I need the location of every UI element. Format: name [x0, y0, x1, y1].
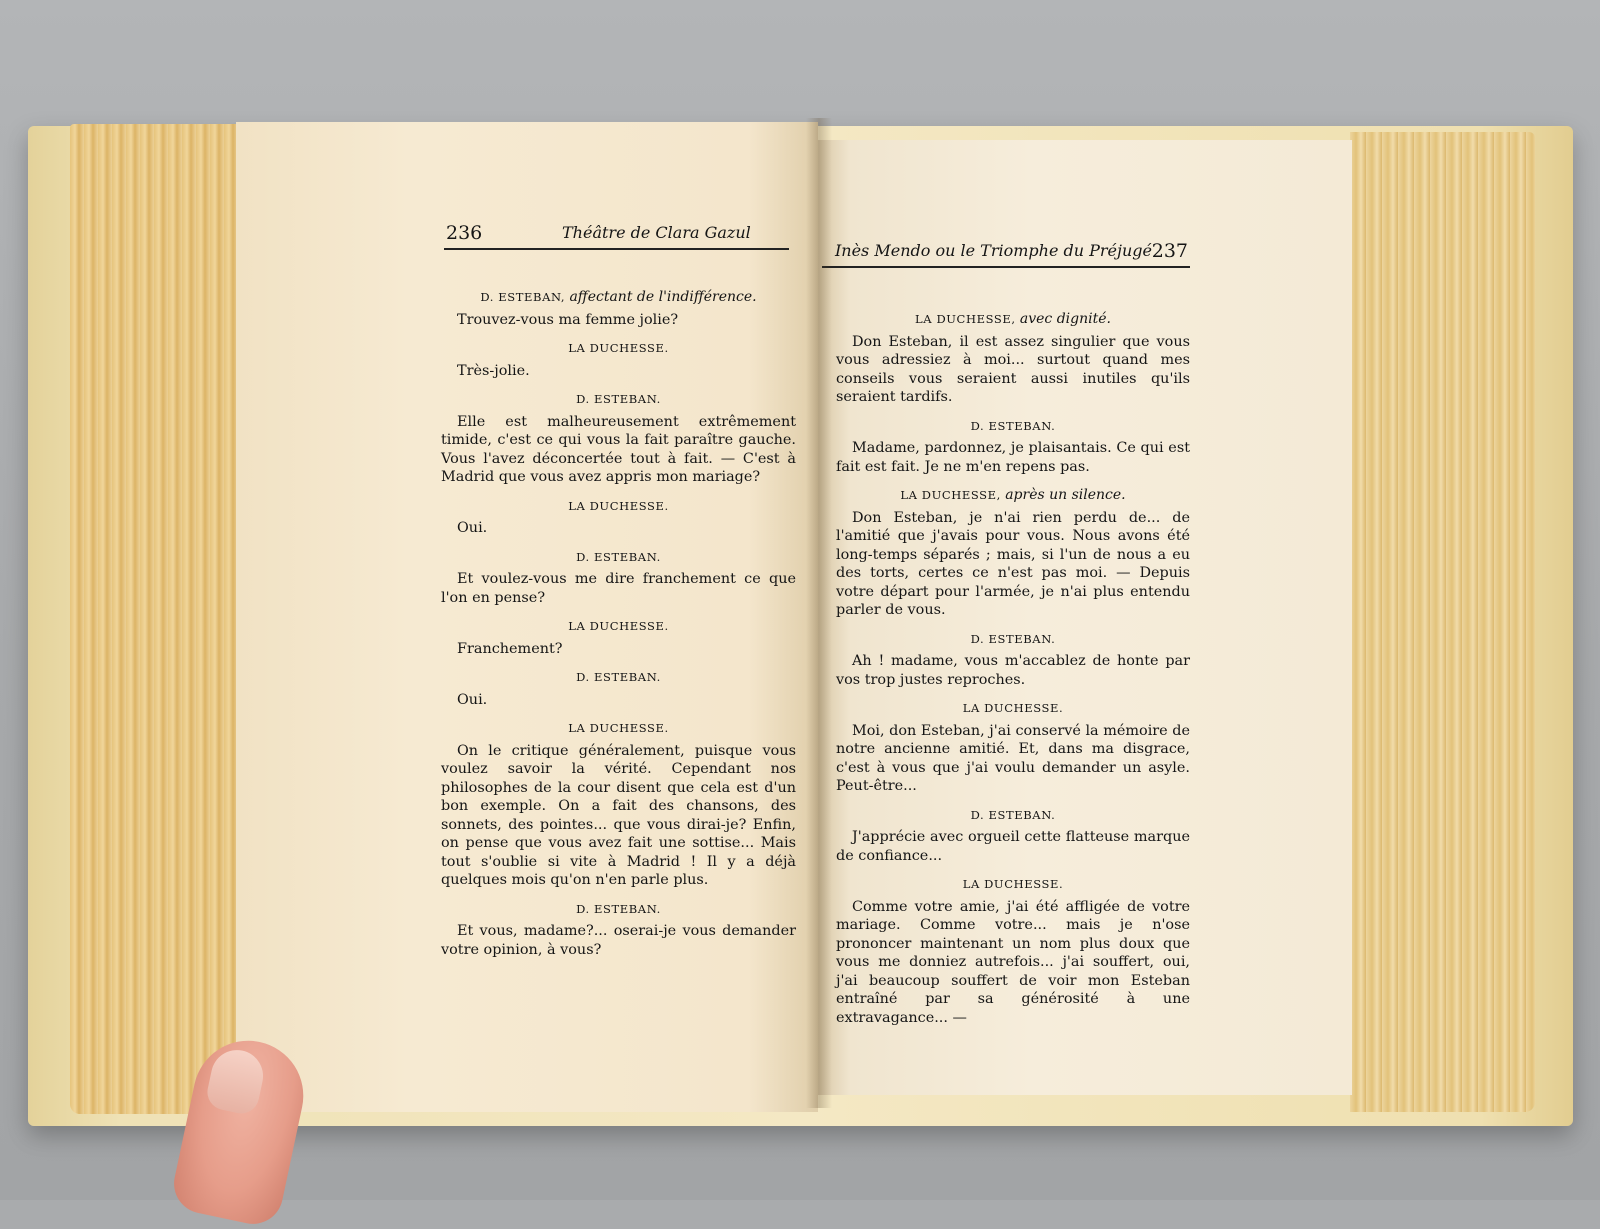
speaker-heading: [441, 617, 796, 636]
speaker-heading: [441, 719, 796, 738]
speaker-heading: [836, 630, 1190, 649]
speech-text: Elle est malheureusement extrêmement timide, c'est ce qui vous la fait paraître gauche. Vous l'avez déconcertée tout à fait. — C'est à Madrid que vous avez appris mon mariage?: [441, 413, 796, 485]
speaker-heading: [836, 806, 1190, 825]
speaker-name: LA DUCHESSE.: [962, 701, 1064, 715]
speech-text: Très-jolie.: [457, 362, 530, 379]
stage-direction: avec dignité.: [1019, 311, 1111, 327]
speaker-name: D. ESTEBAN.: [576, 549, 661, 564]
speech-text: Don Esteban, je n'ai rien perdu de... de l'amitié que j'avais pour vous. Nous avons été long-temps séparés ; mais, si l'un de nous a eu des torts, certes ce n'est pas moi. — Depuis votre départ pour l'armée, je n'ai plus entendu parler de vous.: [836, 509, 1190, 618]
stage-direction: après un silence.: [1005, 487, 1126, 503]
speaker-name: D. ESTEBAN,: [480, 290, 566, 304]
speaker-heading: [441, 497, 796, 516]
book-gutter: [806, 118, 832, 1108]
speaker-name: D. ESTEBAN.: [576, 670, 661, 684]
speech-text: Oui.: [457, 520, 488, 536]
speaker-heading: [836, 699, 1190, 718]
speech-text: Et vous, madame?... oserai-je vous demander votre opinion, à vous?: [441, 923, 796, 958]
speaker-heading: [836, 486, 1190, 505]
speaker-heading: [441, 900, 796, 919]
speech-text: J'apprécie avec orgueil cette flatteuse marque de confiance...: [836, 829, 1190, 864]
speaker-name: LA DUCHESSE.: [568, 341, 669, 355]
left-page-number: 236: [446, 222, 483, 244]
speech-text: Oui.: [457, 691, 488, 708]
left-running-title: Théâtre de Clara Gazul: [562, 223, 751, 242]
speaker-name: D. ESTEBAN.: [576, 392, 661, 406]
right-page-text: [836, 300, 1190, 1037]
speaker-name: LA DUCHESSE.: [962, 877, 1064, 891]
speaker-name: D. ESTEBAN.: [970, 631, 1056, 646]
speaker-name: LA DUCHESSE,: [915, 312, 1016, 326]
speaker-heading: [836, 310, 1190, 329]
speaker-heading: [441, 288, 796, 307]
right-running-head: [822, 238, 1190, 268]
speaker-name: D. ESTEBAN.: [970, 418, 1056, 433]
speaker-heading: [836, 875, 1190, 894]
speech-text: Ah ! madame, vous m'accablez de honte par vos trop justes reproches.: [836, 653, 1190, 688]
speech-text: Franchement?: [457, 640, 563, 657]
speaker-name: D. ESTEBAN.: [576, 901, 661, 916]
speech-text: Et voulez-vous me dire franchement ce que l'on en pense?: [441, 571, 796, 606]
speaker-heading: [836, 417, 1190, 436]
right-page-edges: [1350, 132, 1535, 1112]
left-page-edges: [70, 124, 250, 1114]
speaker-name: D. ESTEBAN.: [970, 807, 1056, 822]
speech-text: Don Esteban, il est assez singulier que vous vous adressiez à moi... surtout quand mes conseils vous seraient aussi inutiles qu'ils seraient tardifs.: [836, 333, 1190, 405]
speaker-heading: [441, 668, 796, 687]
right-page: [818, 140, 1352, 1095]
speech-text: Trouvez-vous ma femme jolie?: [457, 311, 679, 328]
right-running-title: Inès Mendo ou le Triomphe du Préjugé: [834, 241, 1152, 260]
stage-direction: affectant de l'indifférence.: [569, 289, 757, 305]
left-running-head: [444, 220, 789, 250]
speaker-name: LA DUCHESSE.: [568, 619, 669, 633]
speaker-name: LA DUCHESSE.: [568, 498, 669, 513]
speaker-heading: [441, 548, 796, 567]
speech-text: On le critique généralement, puisque vous voulez savoir la vérité. Cependant nos philosophes de la cour disent que cela est d'un bon exemple. On a fait des chansons, des sonnets, des pointes... que vous dirai-je? Enfin, on pense que vous avez fait une sottise... Mais tout s'oublie si vite à Madrid ! Il y a déjà quelques mois qu'on n'en parle plus.: [441, 742, 796, 888]
speech-text: Comme votre amie, j'ai été affligée de votre mariage. Comme votre... mais je n'ose prononcer maintenant un nom plus doux que vous me donniez autrefois... j'ai souffert, oui, j'ai beaucoup souffert de voir mon Esteban entraîné par sa générosité à une extravagance... —: [836, 898, 1190, 1026]
speech-text: Moi, don Esteban, j'ai conservé la mémoire de notre ancienne amitié. Et, dans ma disgrace, c'est à vous que j'ai voulu demander un asyle. Peut-être...: [836, 722, 1190, 794]
speaker-heading: [441, 339, 796, 358]
right-page-number: 237: [1151, 240, 1188, 262]
left-page: [236, 122, 818, 1112]
speaker-name: LA DUCHESSE.: [568, 721, 669, 735]
speaker-name: LA DUCHESSE,: [900, 488, 1001, 502]
speech-text: Madame, pardonnez, je plaisantais. Ce qui est fait est fait. Je ne m'en repens pas.: [836, 440, 1190, 475]
speaker-heading: [441, 390, 796, 409]
left-page-text: [441, 278, 796, 969]
